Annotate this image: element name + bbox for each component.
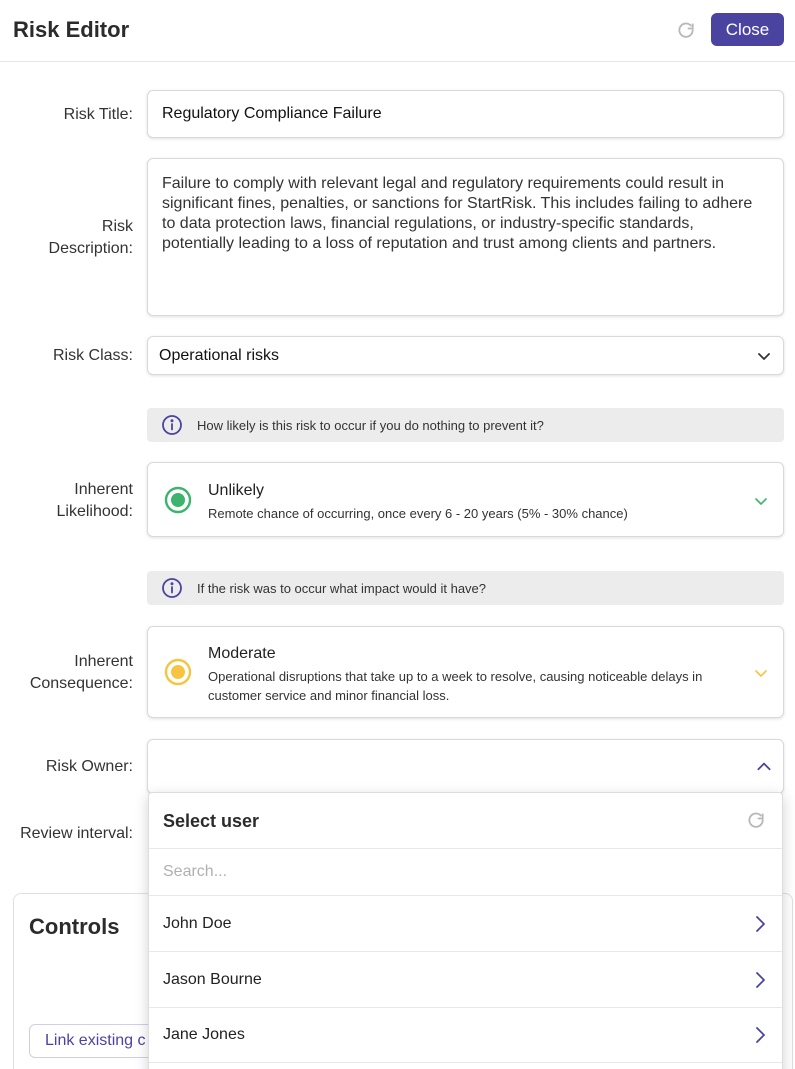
user-search (149, 849, 782, 896)
risk-title-input[interactable]: Regulatory Compliance Failure (147, 90, 784, 138)
risk-description-label-line2: Description: (48, 240, 133, 257)
consequence-info-text: If the risk was to occur what impact would it have? (197, 580, 487, 596)
inherent-likelihood-select[interactable] (147, 462, 784, 537)
risk-title-label: Risk Title: (63, 106, 133, 123)
info-icon (161, 414, 183, 436)
info-icon (161, 577, 183, 599)
likelihood-info-bar (147, 408, 784, 442)
likelihood-description: Remote chance of occurring, once every 6 - 20 years (5% - 30% chance) (208, 506, 628, 521)
chevron-up-icon (755, 758, 773, 776)
chevron-right-icon (752, 1026, 768, 1044)
dropdown-header (149, 793, 782, 849)
user-option-jason-bourne[interactable] (149, 952, 782, 1008)
inherent-consequence-select[interactable] (147, 626, 784, 718)
inherent-consequence-label (0, 651, 133, 695)
user-search-input[interactable] (163, 863, 768, 881)
dropdown-refresh-button[interactable] (746, 811, 766, 836)
inherent-likelihood-label (0, 479, 133, 523)
dropdown-title: Select user (163, 811, 260, 831)
inherent-likelihood-label-line2: Likelihood: (56, 503, 133, 520)
risk-description-textarea[interactable]: Failure to comply with relevant legal and regulatory requirements could result in significant fines, penalties, or sanctions for StartRisk. This includes failing to adhere to data protection laws, financial regulations, or industry-specific standards, potentially leading to a loss of reputation and trust among clients and partners. (147, 158, 784, 316)
likelihood-status-icon (164, 486, 192, 514)
consequence-description: Operational disruptions that take up to a week to resolve, causing noticeable delays in customer service and minor financial loss. (208, 669, 703, 703)
risk-class-value: Operational risks (159, 346, 280, 364)
chevron-right-icon (752, 915, 768, 933)
risk-owner-select[interactable] (147, 739, 784, 794)
close-button[interactable]: Close (711, 13, 784, 46)
user-option-label: Jane Jones (163, 1025, 245, 1043)
inherent-consequence-label-line2: Consequence: (29, 675, 133, 692)
page-title: Risk Editor (13, 17, 130, 42)
user-select-dropdown (148, 792, 783, 1069)
consequence-status-icon (164, 658, 192, 686)
user-option-label: John Doe (163, 914, 232, 932)
link-existing-control-button[interactable]: Link existing c (29, 1024, 229, 1058)
risk-owner-label: Risk Owner: (45, 758, 133, 775)
likelihood-info-text: How likely is this risk to occur if you do nothing to prevent it? (197, 417, 544, 433)
risk-class-label: Risk Class: (52, 347, 133, 364)
refresh-icon (746, 811, 766, 831)
review-interval-label: Review interval: (20, 825, 133, 842)
controls-title: Controls (29, 914, 120, 939)
risk-class-select[interactable] (147, 336, 784, 375)
refresh-icon (676, 21, 696, 41)
user-option-label: Jason Bourne (163, 970, 262, 988)
chevron-right-icon (752, 971, 768, 989)
user-option-jane-jones[interactable] (149, 1007, 782, 1063)
likelihood-title: Unlikely (208, 482, 265, 499)
chevron-down-icon (753, 665, 769, 681)
refresh-button[interactable] (674, 19, 698, 43)
header (0, 0, 795, 62)
user-option-john-doe[interactable] (149, 896, 782, 952)
risk-description-label (0, 216, 133, 260)
consequence-info-bar (147, 571, 784, 605)
chevron-down-icon (753, 493, 769, 509)
chevron-down-icon (756, 348, 772, 364)
consequence-title: Moderate (208, 645, 276, 662)
inherent-likelihood-label-line1: Inherent (74, 481, 133, 498)
inherent-consequence-label-line1: Inherent (74, 653, 133, 670)
risk-description-label-line1: Risk (101, 218, 133, 235)
